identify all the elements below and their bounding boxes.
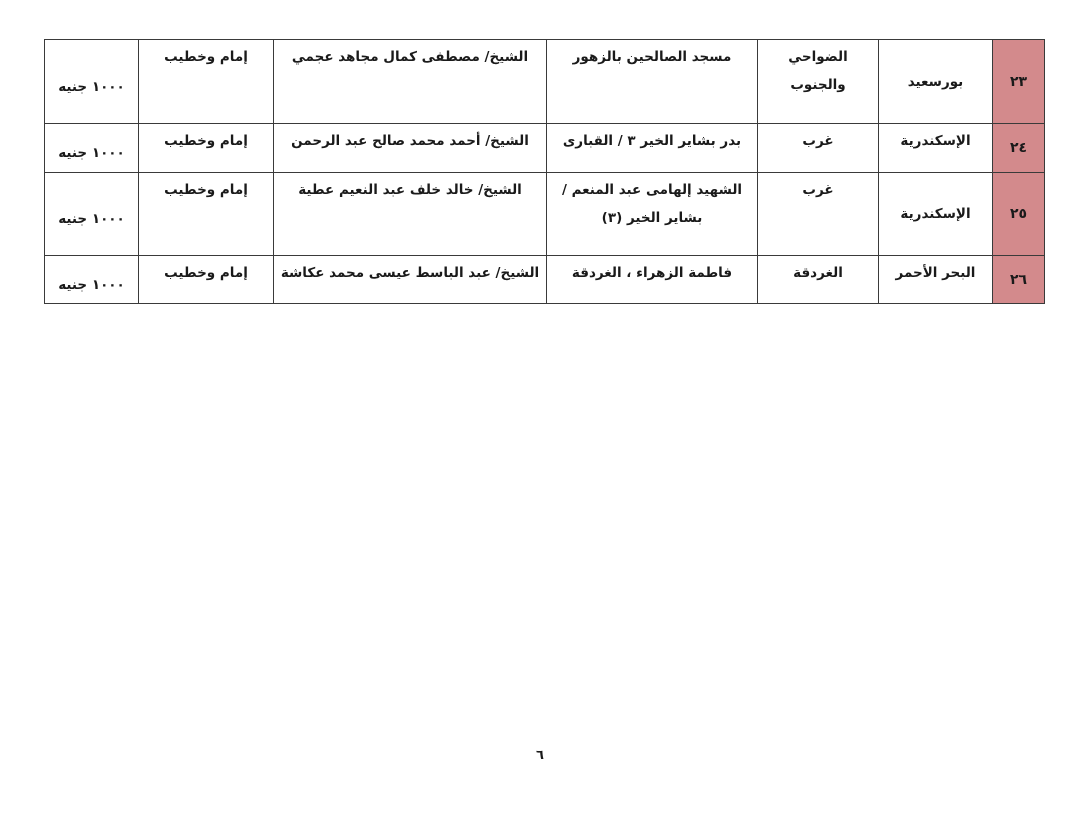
- table-row: [45, 40, 1045, 124]
- table-row: [45, 124, 1045, 173]
- sheikh-cell: الشيخ/ أحمد محمد صالح عبد الرحمن: [274, 124, 547, 173]
- row-number-cell: ٢٣: [993, 40, 1045, 124]
- sheikh-cell: الشيخ/ مصطفى كمال مجاهد عجمي: [274, 40, 547, 124]
- row-number-cell: ٢٦: [993, 256, 1045, 304]
- row-number-cell: ٢٤: [993, 124, 1045, 173]
- mosque-cell: مسجد الصالحين بالزهور: [547, 40, 758, 124]
- job-cell: إمام وخطيب: [139, 256, 274, 304]
- governorate-cell: الإسكندرية: [879, 124, 993, 173]
- mosque-text: الشهيد إلهامى عبد المنعم /بشاير الخير (٣): [561, 182, 743, 226]
- mosque-cell: بدر بشاير الخير ٣ / القبارى: [547, 124, 758, 173]
- reward-cell: ١٠٠٠ جنيه: [45, 173, 139, 256]
- reward-cell: ١٠٠٠ جنيه: [45, 40, 139, 124]
- mosque-cell: فاطمة الزهراء ، الغردقة: [547, 256, 758, 304]
- area-text: الضواحي والجنوب: [788, 49, 848, 93]
- page-number: ٦: [536, 748, 544, 763]
- area-cell: الغردقة: [758, 256, 879, 304]
- reward-cell: ١٠٠٠ جنيه: [45, 256, 139, 304]
- table-row: [45, 256, 1045, 304]
- sheikh-cell: الشيخ/ عبد الباسط عيسى محمد عكاشة: [274, 256, 547, 304]
- area-cell: غرب: [758, 173, 879, 256]
- sheikh-cell: الشيخ/ خالد خلف عبد النعيم عطية: [274, 173, 547, 256]
- job-cell: إمام وخطيب: [139, 124, 274, 173]
- job-cell: إمام وخطيب: [139, 173, 274, 256]
- governorate-cell: البحر الأحمر: [879, 256, 993, 304]
- area-cell: [758, 40, 879, 124]
- governorate-cell: بورسعيد: [879, 40, 993, 124]
- area-cell: غرب: [758, 124, 879, 173]
- governorate-cell: الإسكندرية: [879, 173, 993, 256]
- table-row: [45, 173, 1045, 256]
- job-cell: إمام وخطيب: [139, 40, 274, 124]
- honorees-table: [44, 39, 1045, 304]
- row-number-cell: ٢٥: [993, 173, 1045, 256]
- mosque-cell: [547, 173, 758, 256]
- reward-cell: ١٠٠٠ جنيه: [45, 124, 139, 173]
